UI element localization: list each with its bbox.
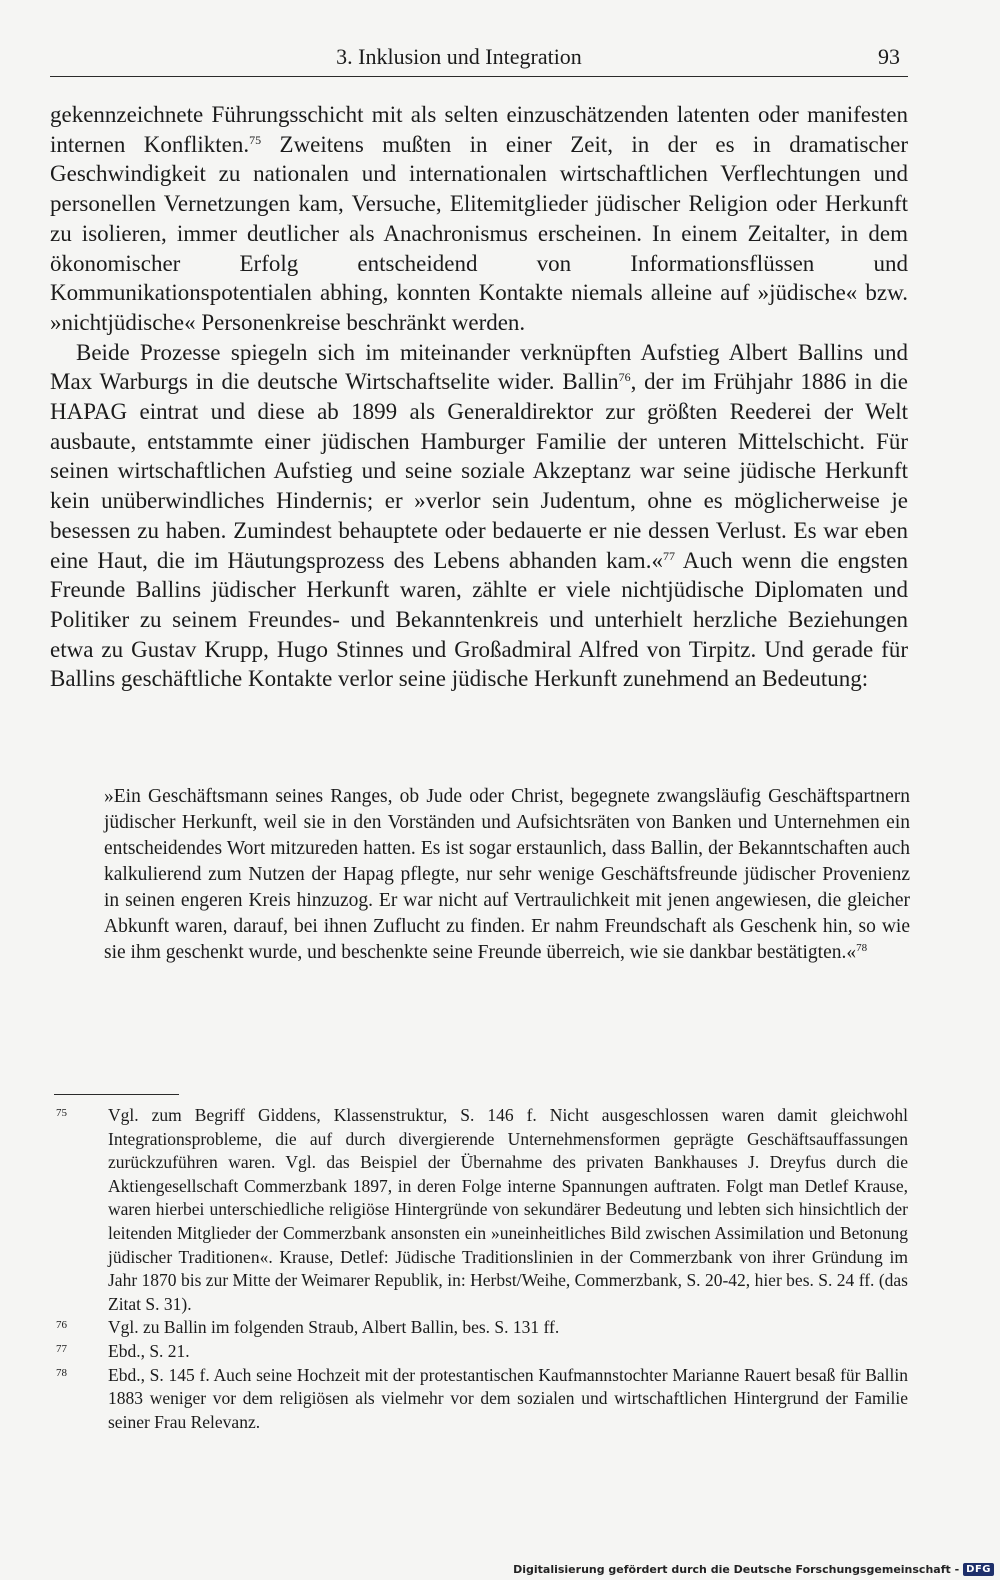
digitization-credit bbox=[513, 1560, 994, 1578]
paragraph-1-text-b: Zweitens mußten in einer Zeit, in der es in dramatischer Geschwindigkeit zu nationalen und internationalen wirtschaftlichen Verflechtungen und personellen Vernetzungen kam, Versuche, Elitemitglieder jüdischer Religion oder Herkunft zu isolieren, immer deutlicher als Anachronismus erscheinen. In einem Zeitalter, in dem ökonomischer Erfolg entscheidend von Informationsflüssen und Kommunikationspotentialen abhing, konnten Kontakte niemals alleine auf »jüdische« bzw. »nichtjüdische« Personenkreise beschränkt werden. bbox=[50, 131, 908, 335]
footnote-78 bbox=[50, 1364, 908, 1435]
paragraph-2-text-c: Auch wenn die engsten Freunde Ballins jüdischer Herkunft waren, zählte er viele nichtjüdische Diplomaten und Politiker zu seinem Freundes- und Bekanntenkreis und unterhielt herzliche Beziehungen etwa zu Gustav Krupp, Hugo Stinnes und Großadmiral Alfred von Tirpitz. Und gerade für Ballins geschäftliche Kontakte verlor seine jüdische Herkunft zunehmend an Bedeutung: bbox=[50, 547, 908, 692]
footnote-text: Ebd., S. 145 f. Auch seine Hochzeit mit der protestantischen Kaufmannstochter Marianne Rauert besaß für Ballin 1883 weniger vor dem religiösen als vielmehr vor dem sozialen und wirtschaftlichen Hintergrund der Familie seiner Frau Relevanz. bbox=[108, 1364, 908, 1432]
footnote-ref-78[interactable]: 78 bbox=[856, 942, 868, 954]
paragraph-1 bbox=[50, 100, 908, 338]
footnote-ref-75[interactable]: 75 bbox=[249, 132, 262, 147]
paragraph-2-text-b: , der im Frühjahr 1886 in die HAPAG eintrat und diese ab 1899 als Generaldirektor zur größten Reederei der Welt ausbaute, entstammte einer jüdischen Hamburger Familie der unteren Mittelschicht. Für seinen wirtschaftlichen Aufstieg und seine soziale Akzeptanz war seine jüdische Herkunft kein unüberwindliches Hindernis; er »verlor sein Judentum, ohne es möglicherweise je besessen zu haben. Zumindest behauptete oder bedauerte er nie dessen Verlust. Es war eben eine Haut, die im Häutungsprozess des Lebens abhanden kam.« bbox=[50, 369, 908, 573]
paragraph-2-text-a: Beide Prozesse spiegeln sich im miteinander verknüpften Aufstieg Albert Ballins und Max Warburgs in die deutsche Wirtschaftselite wider. Ballin bbox=[50, 339, 908, 395]
footnotes bbox=[50, 1104, 908, 1434]
footnote-text: Ebd., S. 21. bbox=[108, 1340, 190, 1361]
footnote-ref-77[interactable]: 77 bbox=[662, 548, 675, 563]
footnote-mark: 75 bbox=[56, 1107, 67, 1119]
running-header bbox=[50, 42, 908, 77]
block-quote-text: »Ein Geschäftsmann seines Ranges, ob Jude oder Christ, begegnete zwangsläufig Geschäftspartnern jüdischer Herkunft, weil sie in den Vorständen und Aufsichtsräten von Banken und Unternehmen ein entscheidendes Wort mitzureden hatten. Es ist sogar erstaunlich, dass Ballin, der Bekanntschaften auch kalkulierend zum Nutzen der Hapag pflegte, nur sehr wenige Geschäftsfreunde jüdischer Provenienz in seinen engeren Kreis hinzuzog. Er war nicht auf Vertraulichkeit mit jenen angewiesen, die gleicher Abkunft waren, darauf, bei ihnen Zuflucht zu finden. Er nahm Freundschaft als Geschenk hin, so wie sie ihm geschenkt wurde, und beschenkte seine Freunde überreich, wie sie dankbar bestätigten.« bbox=[104, 786, 910, 963]
footnote-mark: 78 bbox=[56, 1366, 67, 1379]
dfg-logo-icon: DFG bbox=[963, 1563, 994, 1576]
credit-text: Digitalisierung gefördert durch die Deutsche Forschungsgemeinschaft - bbox=[513, 1562, 960, 1576]
footnote-divider bbox=[54, 1094, 179, 1095]
footnote-75 bbox=[50, 1104, 908, 1316]
footnote-ref-76[interactable]: 76 bbox=[618, 370, 631, 385]
paragraph-1-text-a: gekennzeichnete Führungsschicht mit als selten einzuschätzenden latenten oder manifesten internen Konflikten. bbox=[50, 102, 908, 157]
footnote-text: Vgl. zu Ballin im folgenden Straub, Albert Ballin, bes. S. 131 ff. bbox=[108, 1317, 560, 1338]
footnote-77 bbox=[50, 1340, 908, 1364]
footnote-mark: 76 bbox=[56, 1319, 67, 1332]
footnote-76 bbox=[50, 1316, 908, 1340]
page-number: 93 bbox=[878, 44, 900, 69]
footnote-mark: 77 bbox=[56, 1342, 67, 1355]
paragraph-2 bbox=[50, 338, 908, 694]
chapter-title: 3. Inklusion und Integration bbox=[336, 44, 582, 69]
main-text bbox=[50, 100, 908, 694]
block-quote bbox=[104, 784, 910, 966]
footnote-text: Vgl. zum Begriff Giddens, Klassenstruktur, S. 146 f. Nicht ausgeschlossen waren damit gleichwohl Integrationsprobleme, die auf durch divergierende Unternehmensformen geprägte Geschäftsauffassungen zurückzuführen waren. Vgl. das Beispiel der Übernahme des privaten Bankhauses J. Dreyfus durch die Aktiengesellschaft Commerzbank 1897, in deren Folge interne Spannungen auftraten. Folgt man Detlef Krause, waren hierbei unterschiedliche religiöse Hintergründe von sekundärer Bedeutung und lebten sich hinsichtlich der leitenden Mitglieder der Commerzbank ansonsten ein »uneinheitliches Bild zwischen Assimilation und Betonung jüdischer Traditionen«. Krause, Detlef: Jüdische Traditionslinien in der Commerzbank von ihrer Gründung im Jahr 1870 bis zur Mitte der Weimarer Republik, in: Herbst/Weihe, Commerzbank, S. 20-42, hier bes. S. 24 ff. (das Zitat S. 31). bbox=[108, 1105, 908, 1314]
